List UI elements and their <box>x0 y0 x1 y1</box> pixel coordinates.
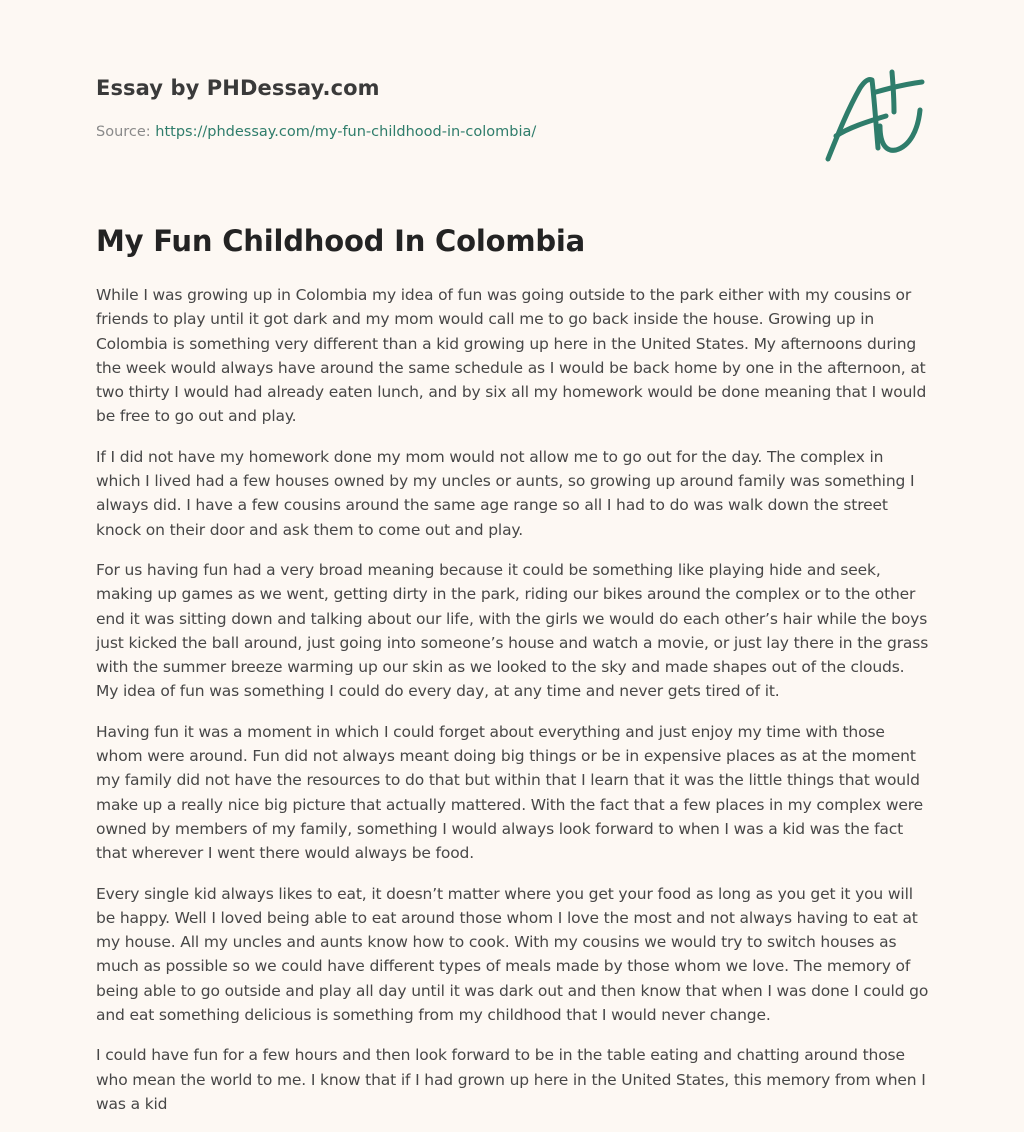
source-link[interactable]: https://phdessay.com/my-fun-childhood-in-colombia/ <box>155 124 537 140</box>
essay-paragraph: For us having fun had a very broad meaning because it could be something like playing hide and seek, making up games as we went, getting dirty in the park, riding our bikes around the complex or to the other end it was sitting down and talking about our life, with the girls we would do each other’s hair while the boys just kicked the ball around, just going into someone’s house and watch a movie, or just lay there in the grass with the summer breeze warming up our skin as we looked to the sky and made shapes out of the clouds. My idea of fun was something I could do every day, at any time and never gets tired of it. <box>96 560 929 701</box>
source-label: Source: <box>96 124 156 140</box>
essay-paragraph: If I did not have my homework done my mom would not allow me to go out for the day. The complex in which I lived had a few houses owned by my uncles or aunts, so growing up around family was something I always did. I have a few cousins around the same age range so all I had to do was walk down the street knock on their door and ask them to come out and play. <box>96 447 915 539</box>
essay-paragraph: Having fun it was a moment in which I could forget about everything and just enjoy my time with those whom were around. Fun did not always meant doing big things or be in expensive places as at the moment my family did not have the resources to do that but within that I learn that it was the little things that would make up a really nice big picture that actually mattered. With the fact that a few places in my complex were owned by members of my family, something I would always look forward to when I was a kid was the fact that wherever I went there would always be food. <box>96 722 923 863</box>
essay-body <box>96 283 930 1132</box>
essay-title: My Fun Childhood In Colombia <box>96 224 586 258</box>
site-title: Essay by PHDessay.com <box>96 76 380 100</box>
a-plus-logo-icon <box>818 64 930 168</box>
essay-paragraph: Every single kid always likes to eat, it doesn’t matter where you get your food as long as you get it you will be happy. Well I loved being able to eat around those whom I love the most and not always having to eat at my house. All my uncles and aunts know how to cook. With my cousins we would try to switch houses as much as possible so we could have different types of meals made by those whom we love. The memory of being able to go outside and play all day until it was dark out and then know that when I was done I could go and eat something delicious is something from my childhood that I would never change. <box>96 884 929 1025</box>
essay-paragraph: While I was growing up in Colombia my idea of fun was going outside to the park either with my cousins or friends to play until it got dark and my mom would call me to go back inside the house. Growing up in Colombia is something very different than a kid growing up here in the United States. My afternoons during the week would always have around the same schedule as I would be back home by one in the afternoon, at two thirty I would had already eaten lunch, and by six all my homework would be done meaning that I would be free to go out and play. <box>96 286 927 426</box>
essay-paragraph: I could have fun for a few hours and then look forward to be in the table eating and chatting around those who mean the world to me. I know that if I had grown up here in the United States, this memory from when I was a kid <box>96 1046 926 1113</box>
source-line <box>96 124 536 140</box>
